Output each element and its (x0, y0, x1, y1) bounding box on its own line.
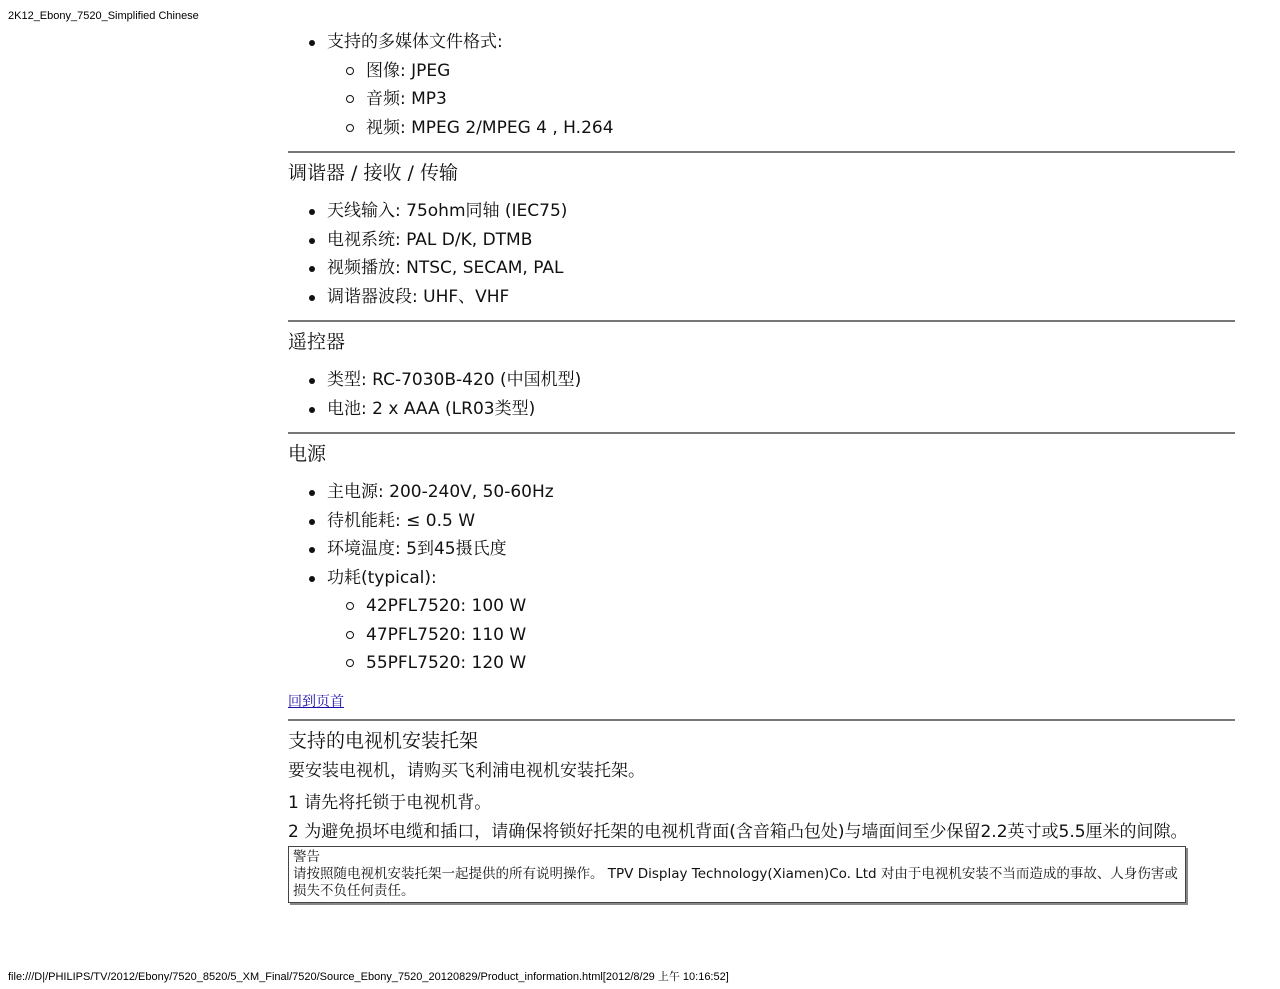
list-item: 视频播放: NTSC, SECAM, PAL (327, 254, 1235, 283)
list-item: 55PFL7520: 120 W (366, 649, 1235, 678)
multimedia-format-list (327, 57, 1235, 143)
power-consumption-label: 功耗(typical): (327, 567, 437, 588)
power-consumption-list (327, 592, 1235, 678)
section-divider (288, 432, 1235, 434)
warning-title: 警告 (293, 848, 320, 865)
mount-step-1: 1 请先将托锁于电视机背。 (288, 792, 492, 813)
multimedia-list (288, 28, 1235, 142)
list-item: 42PFL7520: 100 W (366, 592, 1235, 621)
warning-text: 请按照随电视机安装托架一起提供的所有说明操作。 TPV Display Technology(Xiamen)Co. Ltd 对由于电视机安装不当而造成的事故、人身伤害或损失不负任何责任。 (293, 865, 1178, 899)
list-item (327, 564, 1235, 678)
list-item (327, 28, 1235, 142)
section-divider (288, 719, 1235, 721)
section-divider (288, 320, 1235, 322)
multimedia-label: 支持的多媒体文件格式: (327, 32, 503, 52)
list-item: 47PFL7520: 110 W (366, 621, 1235, 650)
remote-list (288, 366, 1235, 423)
list-item: 视频: MPEG 2/MPEG 4 , H.264 (366, 114, 1235, 143)
mount-step-2: 2 为避免损坏电缆和插口，请确保将锁好托架的电视机背面(含音箱凸包处)与墙面间至少保留2.2英寸或5.5厘米的间隙。 (288, 821, 1188, 842)
section-title-power: 电源 (288, 443, 327, 465)
section-title-mount: 支持的电视机安装托架 (288, 729, 479, 752)
mount-intro: 要安装电视机，请购买飞利浦电视机安装托架。 (288, 760, 645, 781)
list-item: 电视系统: PAL D/K, DTMB (327, 226, 1235, 255)
spec-content (288, 28, 1235, 903)
section-divider (288, 151, 1235, 153)
list-item: 类型: RC-7030B-420 (中国机型) (327, 366, 1235, 395)
list-item: 天线输入: 75ohm同轴 (IEC75) (327, 197, 1235, 226)
list-item: 电池: 2 x AAA (LR03类型) (327, 395, 1235, 424)
document-title: 2K12_Ebony_7520_Simplified Chinese (8, 10, 199, 22)
power-list (288, 478, 1235, 678)
list-item: 图像: JPEG (366, 57, 1235, 86)
warning-box (288, 846, 1186, 903)
list-item: 待机能耗: ≤ 0.5 W (327, 507, 1235, 536)
file-path-footer: file:///D|/PHILIPS/TV/2012/Ebony/7520_8520/5_XM_Final/7520/Source_Ebony_7520_20120829/Product_information.html[2012/8/29 上午 10:16:52] (8, 971, 729, 983)
list-item: 音频: MP3 (366, 85, 1235, 114)
list-item: 调谐器波段: UHF、VHF (327, 283, 1235, 312)
tuner-list (288, 197, 1235, 311)
list-item: 环境温度: 5到45摄氏度 (327, 535, 1235, 564)
section-title-tuner: 调谐器 / 接收 / 传输 (288, 162, 458, 184)
list-item: 主电源: 200-240V, 50-60Hz (327, 478, 1235, 507)
section-title-remote: 遥控器 (288, 331, 346, 353)
back-to-top-link[interactable]: 回到页首 (288, 693, 344, 710)
